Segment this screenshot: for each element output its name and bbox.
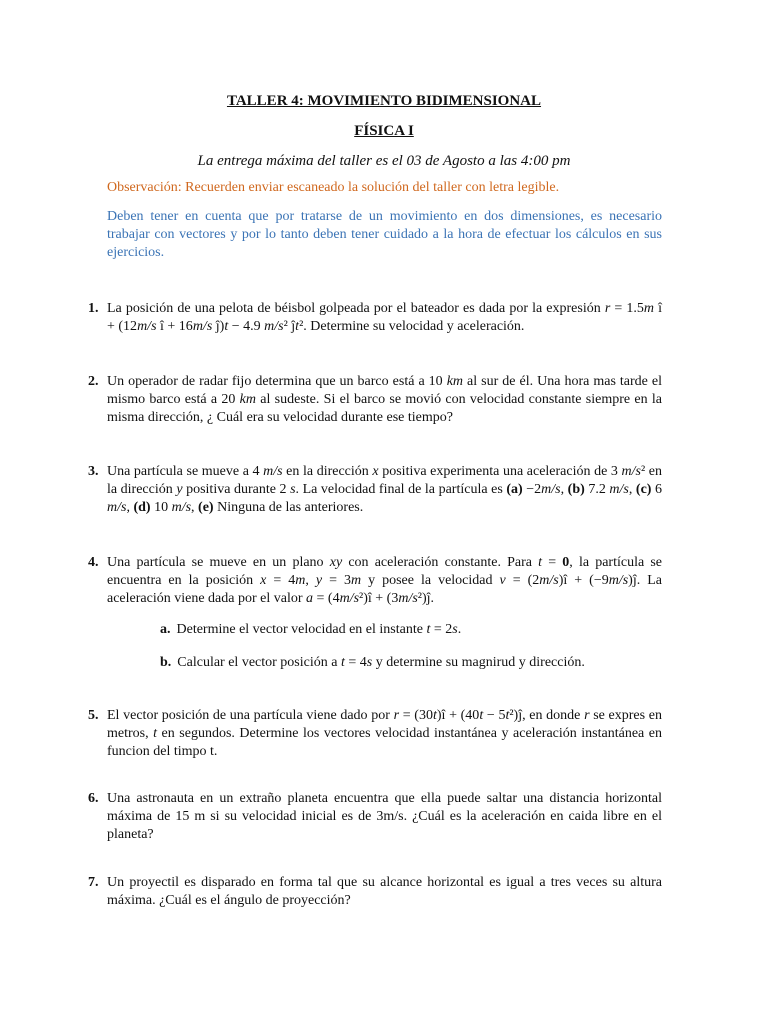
problem-text: Una astronauta en un extraño planeta encuentra que ella puede saltar una distancia horizontal máxima de 15 m si su velocidad inicial es de 3m/s. ¿Cuál es la aceleración en caida libre en el planeta? [107,791,662,842]
problem-3 [88,463,662,517]
problem-text: Una partícula se mueve a 4 m/s en la dirección x positiva experimenta una aceleración de 3 m/s² en la dirección y positiva durante 2 s. La velocidad final de la partícula es (a) −2m/s, (b) 7.2 m/s, (c) 6 m/s, (d) 10 m/s, (e) Ninguna de las anteriores. [107,464,663,515]
observation-text: Observación: Recuerden enviar escaneado la solución del taller con letra legible. [107,180,560,195]
problem-text: La posición de una pelota de béisbol golpeada por el bateador es dada por la expresión r = 1.5m î + (12m/s î + 16m/s ĵ)t − 4.9 m/s² ĵt². Determine su velocidad y aceleración. [107,301,662,334]
problem-text: Un proyectil es disparado en forma tal que su alcance horizontal es igual a tres veces su altura máxima. ¿Cuál es el ángulo de proyección? [107,875,662,908]
note-text: Deben tener en cuenta que por tratarse de un movimiento en dos dimensiones, es necesario trabajar con vectores y por lo tanto deben tener cuidado a la hora de efectuar los cálculos en sus ejercicios. [107,209,662,260]
part-text: Determine el vector velocidad en el instante t = 2s. [176,622,462,637]
problem-number: 5. [88,708,99,723]
course-title: FÍSICA I [354,123,414,139]
problem-text: Un operador de radar fijo determina que un barco está a 10 km al sur de él. Una hora mas tarde el mismo barco está a 20 km al sudeste. Si el barco se movió con velocidad constante siempre en la misma dirección, ¿ Cuál era su velocidad durante ese tiempo? [107,374,662,425]
problem-number: 3. [88,464,99,479]
problem-4-part-b [160,654,660,672]
problem-4 [88,554,662,608]
deadline-text: La entrega máxima del taller es el 03 de Agosto a las 4:00 pm [197,153,571,169]
problem-text: Una partícula se mueve en un plano xy con aceleración constante. Para t = 0, la partícula se encuentra en la posición x = 4m, y = 3m y posee la velocidad v = (2m/s)î + (−9m/s)ĵ. La aceleración viene dada por el valor a = (4m/s²)î + (3m/s²)ĵ. [107,555,663,606]
problem-4-part-a [160,621,660,639]
part-label: b. [160,655,172,670]
problem-1 [88,300,662,336]
problem-text: El vector posición de una partícula viene dado por r = (30t)î + (40t − 5t²)ĵ, en donde r se expres en metros, t en segundos. Determine los vectores velocidad instantánea y aceleración instantánea en funcion del timpo t. [107,708,662,759]
problem-number: 2. [88,374,99,389]
problem-number: 1. [88,301,99,316]
part-text: Calcular el vector posición a t = 4s y determine su magnirud y dirección. [177,655,585,670]
problem-6 [88,790,662,844]
problem-number: 6. [88,791,99,806]
problem-number: 7. [88,875,99,890]
problem-number: 4. [88,555,99,570]
problem-7 [88,874,662,910]
problem-2 [88,373,662,427]
part-label: a. [160,622,171,637]
problem-5 [88,707,662,761]
page-title: TALLER 4: MOVIMIENTO BIDIMENSIONAL [226,93,542,109]
